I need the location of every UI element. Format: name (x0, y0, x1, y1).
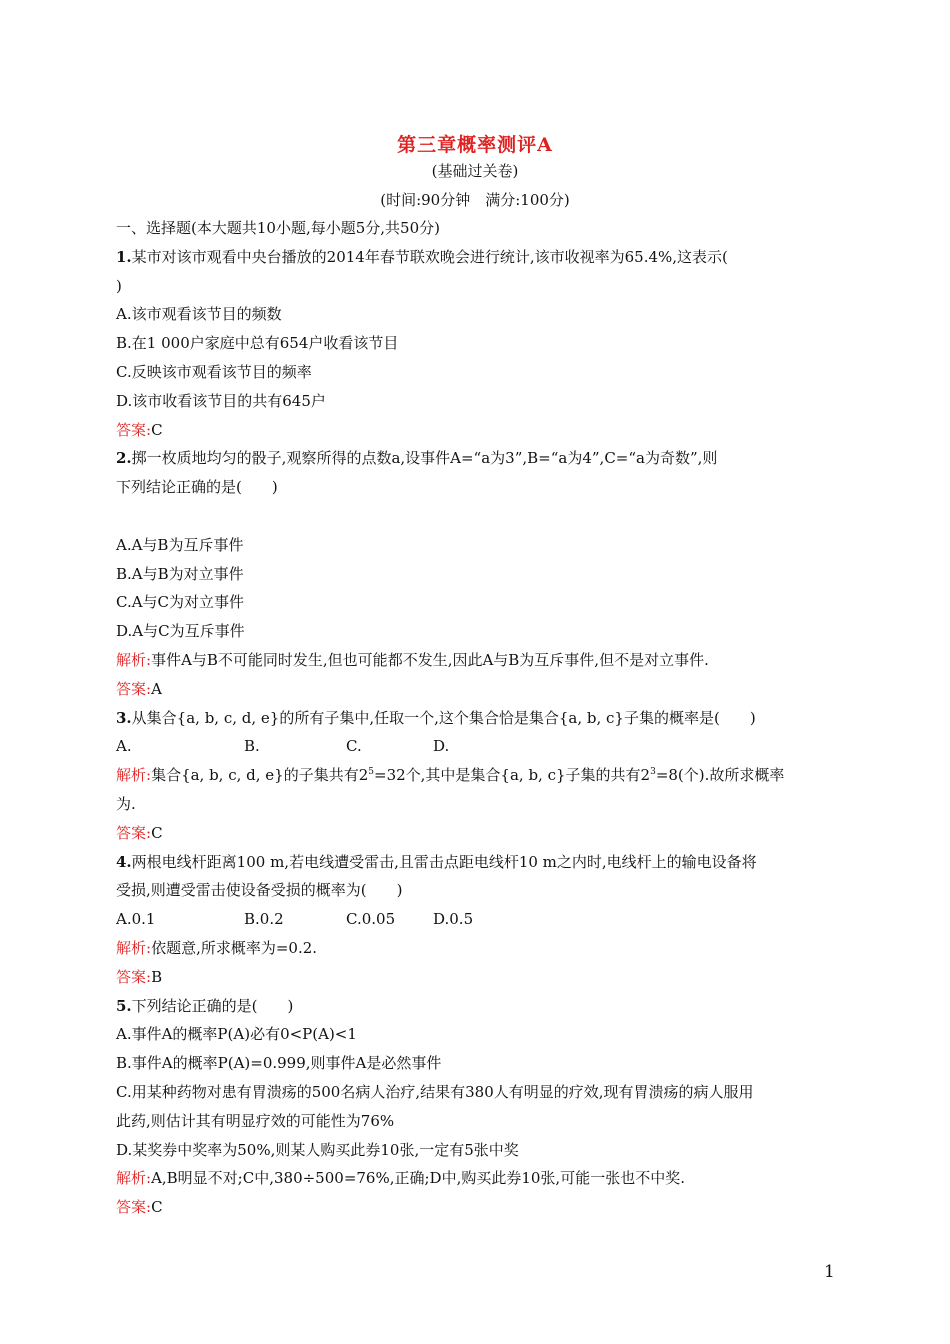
option: C.A与C为对立事件 (116, 593, 245, 612)
answer-line (116, 819, 838, 848)
analysis-line (116, 646, 838, 675)
option: A.0.1 (116, 910, 156, 929)
option-cont: 此药,则估计其有明显疗效的可能性为76% (116, 1111, 395, 1130)
option-row (116, 732, 838, 761)
option: B.A与B为对立事件 (116, 564, 244, 583)
question-number: 4. (116, 852, 132, 871)
analysis-text: =32个,其中是集合{a, b, c}子集的共有2 (374, 766, 651, 785)
analysis-text: 集合{a, b, c, d, e}的子集共有2 (151, 766, 369, 785)
question-stem-cont: 受损,则遭受雷击使设备受损的概率为( ) (116, 881, 403, 900)
blank-line (116, 502, 838, 531)
option: A. (116, 737, 132, 756)
answer-line (116, 1193, 838, 1222)
exam-meta: (时间:90分钟 满分:100分) (380, 191, 570, 209)
page-subtitle: (基础过关卷) (431, 162, 519, 180)
exponent: 5 (368, 767, 374, 778)
question-list (116, 214, 838, 1222)
question-number: 1. (116, 247, 132, 266)
question-number: 5. (116, 996, 132, 1015)
analysis-line (116, 1164, 838, 1193)
option: C. (346, 737, 362, 756)
question-text: 某市对该市观看中央台播放的2014年春节联欢晚会进行统计,该市收视率为65.4%,这表示( (131, 247, 728, 266)
question-stem (116, 444, 838, 473)
option-row (116, 905, 838, 934)
question-text: 从集合{a, b, c, d, e}的所有子集中,任取一个,这个集合恰是集合{a, b, c}子集的概率是( ) (131, 708, 756, 727)
analysis-text: 事件A与B不可能同时发生,但也可能都不发生,因此A与B为互斥事件,但不是对立事件. (151, 650, 709, 669)
page-title: 第三章概率测评A (397, 134, 553, 156)
question-stem-cont: 下列结论正确的是( ) (116, 478, 278, 497)
option: C.反映该市观看该节目的频率 (116, 362, 312, 381)
question-stem (116, 243, 838, 272)
analysis-line (116, 934, 838, 963)
analysis-text: 依题意,所求概率为=0.2. (151, 938, 318, 957)
option: B.事件A的概率P(A)=0.999,则事件A是必然事件 (116, 1054, 442, 1073)
option: D.该市收看该节目的共有645户 (116, 391, 326, 410)
exponent: 3 (650, 767, 656, 778)
question-text: 掷一枚质地均匀的骰子,观察所得的点数a,设事件A=“a为3”,B=“a为4”,C=“a为奇数”,则 (131, 449, 718, 468)
answer-line (116, 963, 838, 992)
analysis-line (116, 761, 838, 790)
question-stem (116, 704, 838, 733)
option: D.0.5 (433, 910, 474, 929)
analysis-label: 解析: (116, 650, 152, 669)
option: C.用某种药物对患有胃溃疡的500名病人治疗,结果有380人有明显的疗效,现有胃溃疡的病人服用 (116, 1082, 754, 1101)
question-number: 2. (116, 449, 132, 468)
analysis-label: 解析: (116, 1169, 152, 1188)
option: B.0.2 (244, 910, 284, 929)
answer-value: C (151, 823, 163, 842)
analysis-text: =8(个).故所求概率 (655, 766, 785, 785)
answer-label: 答案: (116, 967, 152, 986)
page-number: 1 (824, 1262, 835, 1282)
answer-value: A (151, 679, 162, 698)
analysis-cont: 为. (116, 794, 136, 813)
answer-line (116, 675, 838, 704)
answer-label: 答案: (116, 823, 152, 842)
analysis-label: 解析: (116, 766, 152, 785)
option: B.在1 000户家庭中总有654户收看该节目 (116, 334, 399, 353)
analysis-label: 解析: (116, 938, 152, 957)
question-text: 两根电线杆距离100 m,若电线遭受雷击,且雷击点距电线杆10 m之内时,电线杆上的输电设备将 (131, 852, 757, 871)
answer-label: 答案: (116, 1198, 152, 1217)
option: D. (433, 737, 450, 756)
answer-label: 答案: (116, 679, 152, 698)
option: B. (244, 737, 260, 756)
option: D.A与C为互斥事件 (116, 622, 245, 641)
option: A.该市观看该节目的频数 (116, 305, 282, 324)
analysis-text: A,B明显不对;C中,380÷500=76%,正确;D中,购买此券10张,可能一张也不中奖. (151, 1169, 685, 1188)
section-heading: 一、选择题(本大题共10小题,每小题5分,共50分) (116, 219, 440, 237)
answer-value: C (151, 1198, 163, 1217)
question-number: 3. (116, 708, 132, 727)
option: C.0.05 (346, 910, 396, 929)
option: A.A与B为互斥事件 (116, 535, 244, 554)
answer-value: C (151, 420, 163, 439)
answer-line (116, 416, 838, 445)
question-stem (116, 848, 838, 877)
answer-label: 答案: (116, 420, 152, 439)
question-text: 下列结论正确的是( ) (131, 996, 294, 1015)
question-stem-cont: ) (116, 276, 122, 295)
option: A.事件A的概率P(A)必有0<P(A)<1 (116, 1025, 357, 1044)
question-stem (116, 992, 838, 1021)
answer-value: B (151, 967, 163, 986)
option: D.某奖券中奖率为50%,则某人购买此券10张,一定有5张中奖 (116, 1140, 519, 1159)
